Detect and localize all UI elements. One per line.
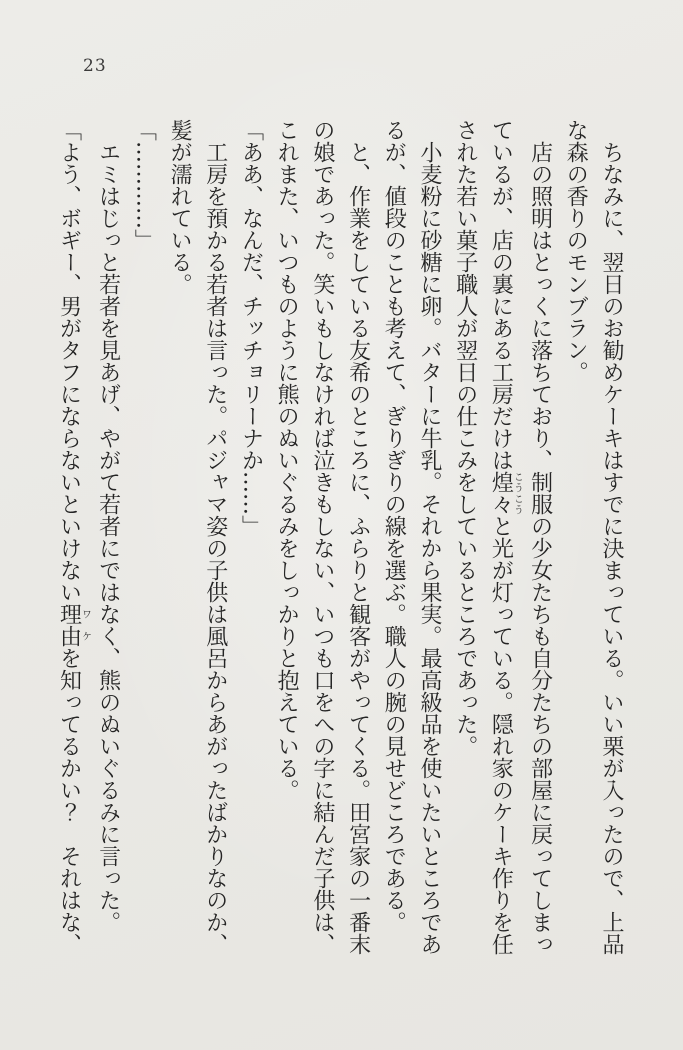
text-line: [304, 119, 340, 965]
text-line: [126, 119, 162, 965]
text-segment: の娘であった。笑いもしなければ泣きもしない、いつも口をへの字に結んだ子供は、: [309, 119, 335, 955]
text-segment: と、作業をしている友希のところに、ふらりと観客がやってくる。田宮家の一番末: [345, 141, 371, 955]
furigana-annotated-word: 煌々こうこう: [488, 471, 523, 515]
text-segment: を知ってるかい？ それはな、: [56, 647, 82, 955]
text-segment: ているが、店の裏にある工房だけは: [488, 119, 514, 471]
text-line: [161, 119, 197, 965]
text-line: [522, 119, 558, 965]
text-segment: 髪が濡れている。: [167, 119, 193, 295]
text-line: [376, 119, 412, 965]
text-line: [51, 119, 90, 965]
text-segment: された若い菓子職人が翌日の仕こみをしているところであった。: [452, 119, 478, 757]
text-segment: ちなみに、翌日のお勧めケーキはすでに決まっている。いい栗が入ったので、上品: [599, 141, 624, 955]
text-line: [268, 119, 304, 965]
text-line: [340, 119, 376, 965]
text-segment: これまた、いつものように熊のぬいぐるみをしっかりと抱えている。: [274, 119, 300, 801]
text-segment: 「よう、ボギー、男がタフにならないといけない: [56, 119, 82, 603]
text-segment: 「ああ、なんだ、チッチョリーナか……」: [238, 119, 264, 537]
text-line: [483, 119, 522, 965]
text-segment: 小麦粉に砂糖に卵。バターに牛乳。それから果実。最高級品を使いたいところであ: [416, 141, 442, 955]
text-line: [233, 119, 269, 965]
text-block: [51, 119, 629, 965]
text-line: [593, 119, 629, 965]
text-line: [197, 119, 233, 965]
text-segment: 店の照明はとっくに落ちており、制服の少女たちも自分たちの部屋に戻ってしまっ: [527, 141, 553, 955]
text-segment: エミはじっと若者を見あげ、やがて若者にではなく、熊のぬいぐるみに言った。: [95, 141, 121, 933]
furigana-annotated-word: 理由ワケ: [56, 603, 91, 647]
text-segment: 工房を預かる若者は言った。パジャマ姿の子供は風呂からあがったばかりなのか、: [202, 141, 228, 955]
text-segment: るが、値段のことも考えて、ぎりぎりの線を選ぶ。職人の腕の見せどころである。: [381, 119, 407, 933]
text-segment: 「…………」: [131, 119, 157, 251]
text-line: [411, 119, 447, 965]
text-line: [447, 119, 483, 965]
text-segment: な森の香りのモンブラン。: [563, 119, 589, 383]
page-number: 23: [83, 56, 107, 76]
text-segment: と光が灯っている。隠れ家のケーキ作りを任: [488, 515, 514, 955]
text-line: [90, 119, 126, 965]
text-line: [558, 119, 594, 965]
